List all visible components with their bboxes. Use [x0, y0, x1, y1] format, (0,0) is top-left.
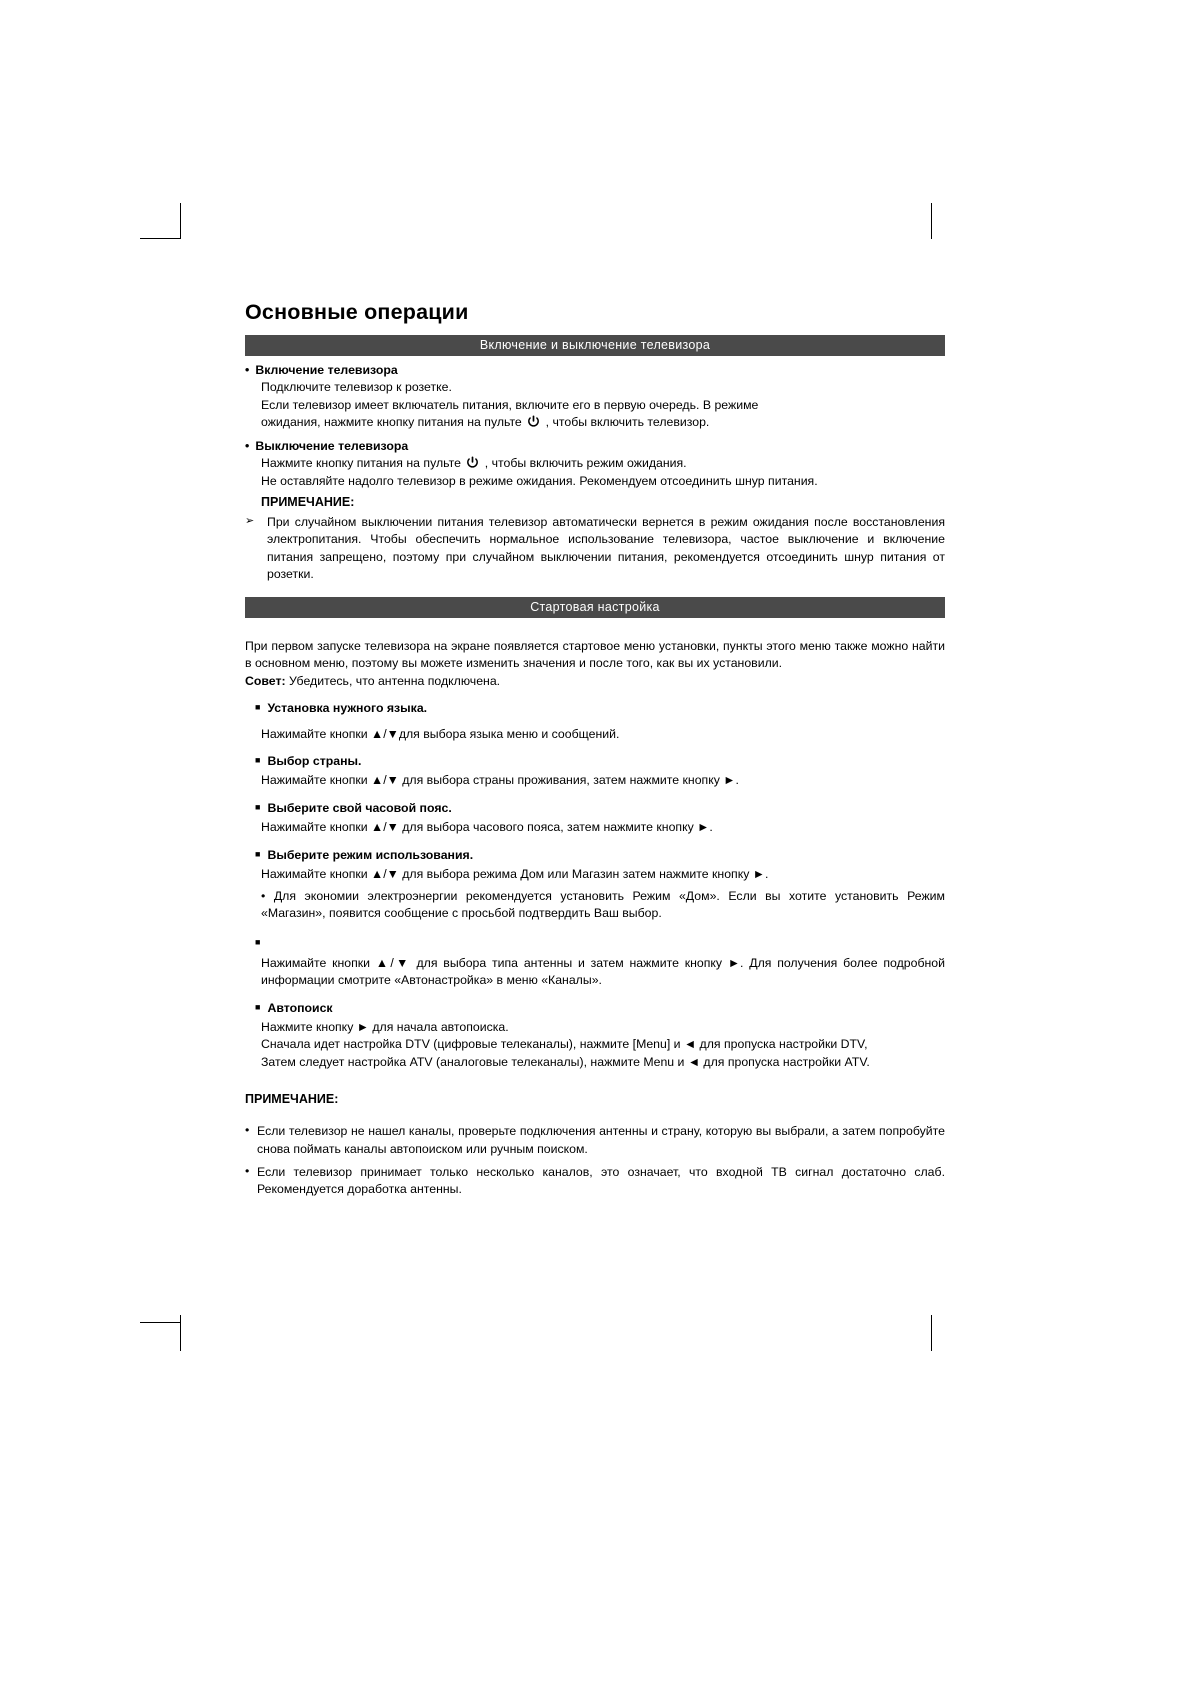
- crop-mark-top-right-v: [931, 203, 932, 239]
- setup-item-1-line-0: Нажимайте кнопки ▲/▼ для выбора страны проживания, затем нажмите кнопку ►.: [261, 773, 739, 788]
- crop-mark-bottom-left-v: [180, 1315, 181, 1351]
- section-header-power: [245, 335, 945, 356]
- setup-item-4-line-0: Нажимайте кнопки ▲/▼ для выбора типа антенны и затем нажмите кнопку ►. Для получения более подробной информации смотрите «Автонастройка» в меню «Каналы».: [261, 955, 945, 988]
- crop-mark-bottom-right-v: [931, 1315, 932, 1351]
- turn-off-heading: • Выключение телевизора: [245, 438, 945, 455]
- setup-item-3-heading: ■ Выберите режим использования.: [255, 847, 945, 864]
- turn-on-heading: • Включение телевизора: [245, 362, 945, 379]
- turn-on-line3: [261, 414, 945, 431]
- setup-item-5-line-2: Затем следует настройка ATV (аналоговые телеканалы), нажмите Menu и ◄ для пропуска настройки ATV.: [261, 1054, 870, 1069]
- setup-item-4-heading: [255, 935, 945, 947]
- setup-tip-label: Совет:: [245, 673, 286, 688]
- section-header-setup-label: Стартовая настройка: [530, 599, 660, 614]
- power-icon: [527, 415, 540, 428]
- turn-off-line2: Не оставляйте надолго телевизор в режиме ожидания. Рекомендуем отсоединить шнур питания.: [261, 473, 818, 488]
- setup-intro: При первом запуске телевизора на экране появляется стартовое меню установки, пункты этого меню также можно найти в основном меню, поэтому вы можете изменить значения и после того, как вы их установили.: [245, 638, 945, 671]
- turn-on-line3-a: ожидания, нажмите кнопку питания на пульте: [261, 415, 522, 430]
- turn-off-line1-b: , чтобы включить режим ожидания.: [484, 456, 687, 471]
- setup-item-5-line-0: Нажмите кнопку ► для начала автопоиска.: [261, 1019, 509, 1034]
- crop-mark-bottom-left-h: [140, 1322, 180, 1323]
- setup-item-5-line-1: Сначала идет настройка DTV (цифровые телеканалы), нажмите [Menu] и ◄ для пропуска настройки DTV,: [261, 1037, 868, 1052]
- turn-on-line2: Если телевизор имеет включатель питания, включите его в первую очередь. В режиме: [261, 397, 759, 412]
- setup-tip: [245, 673, 945, 690]
- setup-item-3-line-1: • Для экономии электроэнергии рекомендуется установить Режим «Дом». Если вы хотите установить Режим «Магазин», появится сообщение с просьбой подтвердить Ваш выбор.: [261, 888, 945, 921]
- setup-item-1-heading: ■ Выбор страны.: [255, 753, 945, 770]
- setup-item-2-heading: ■ Выберите свой часовой пояс.: [255, 800, 945, 817]
- crop-mark-top-left-v: [180, 203, 181, 239]
- note-item-1: ➢ При случайном выключении питания телевизор автоматически вернется в режим ожидания после восстановления электропитания. Чтобы обеспечить нормальное использование телевизора, частое выключение и включение питания запрещено, поэтому при случайном выключении питания, рекомендуется отсоединить шнур питания от розетки.: [245, 514, 945, 584]
- setup-tip-text: Убедитесь, что антенна подключена.: [285, 673, 501, 688]
- setup-item-0-line-0: Нажимайте кнопки ▲/▼для выбора языка меню и сообщений.: [261, 726, 620, 741]
- setup-item-5-heading: ■ Автопоиск: [255, 1000, 945, 1017]
- power-icon: [466, 456, 479, 469]
- note-heading-2: ПРИМЕЧАНИЕ:: [245, 1092, 339, 1107]
- setup-item-2-line-0: Нажимайте кнопки ▲/▼ для выбора часового пояса, затем нажмите кнопку ►.: [261, 820, 713, 835]
- page-title: Основные операции: [245, 300, 469, 324]
- turn-on-line3-b: , чтобы включить телевизор.: [545, 415, 710, 430]
- page-content: [245, 300, 945, 1199]
- setup-item-0-heading: ■ Установка нужного языка.: [255, 700, 945, 717]
- setup-item-3-line-0: Нажимайте кнопки ▲/▼ для выбора режима Дом или Магазин затем нажмите кнопку ►.: [261, 867, 769, 882]
- note-2-item-1: • Если телевизор принимает только несколько каналов, это означает, что входной ТВ сигнал достаточно слаб. Рекомендуется доработка антенны.: [245, 1164, 945, 1199]
- crop-mark-top-left-h: [140, 238, 180, 239]
- section-header-power-label: Включение и выключение телевизора: [479, 338, 711, 352]
- turn-off-line1-a: Нажмите кнопку питания на пульте: [261, 456, 461, 471]
- section-header-setup: [245, 597, 945, 618]
- turn-on-line1: Подключите телевизор к розетке.: [261, 380, 452, 395]
- note-heading-1: ПРИМЕЧАНИЕ:: [261, 495, 355, 510]
- turn-off-line1: [261, 455, 945, 472]
- note-2-item-0: • Если телевизор не нашел каналы, проверьте подключения антенны и страну, которую вы выбрали, а затем попробуйте снова поймать каналы автопоиском или ручным поиском.: [245, 1123, 945, 1158]
